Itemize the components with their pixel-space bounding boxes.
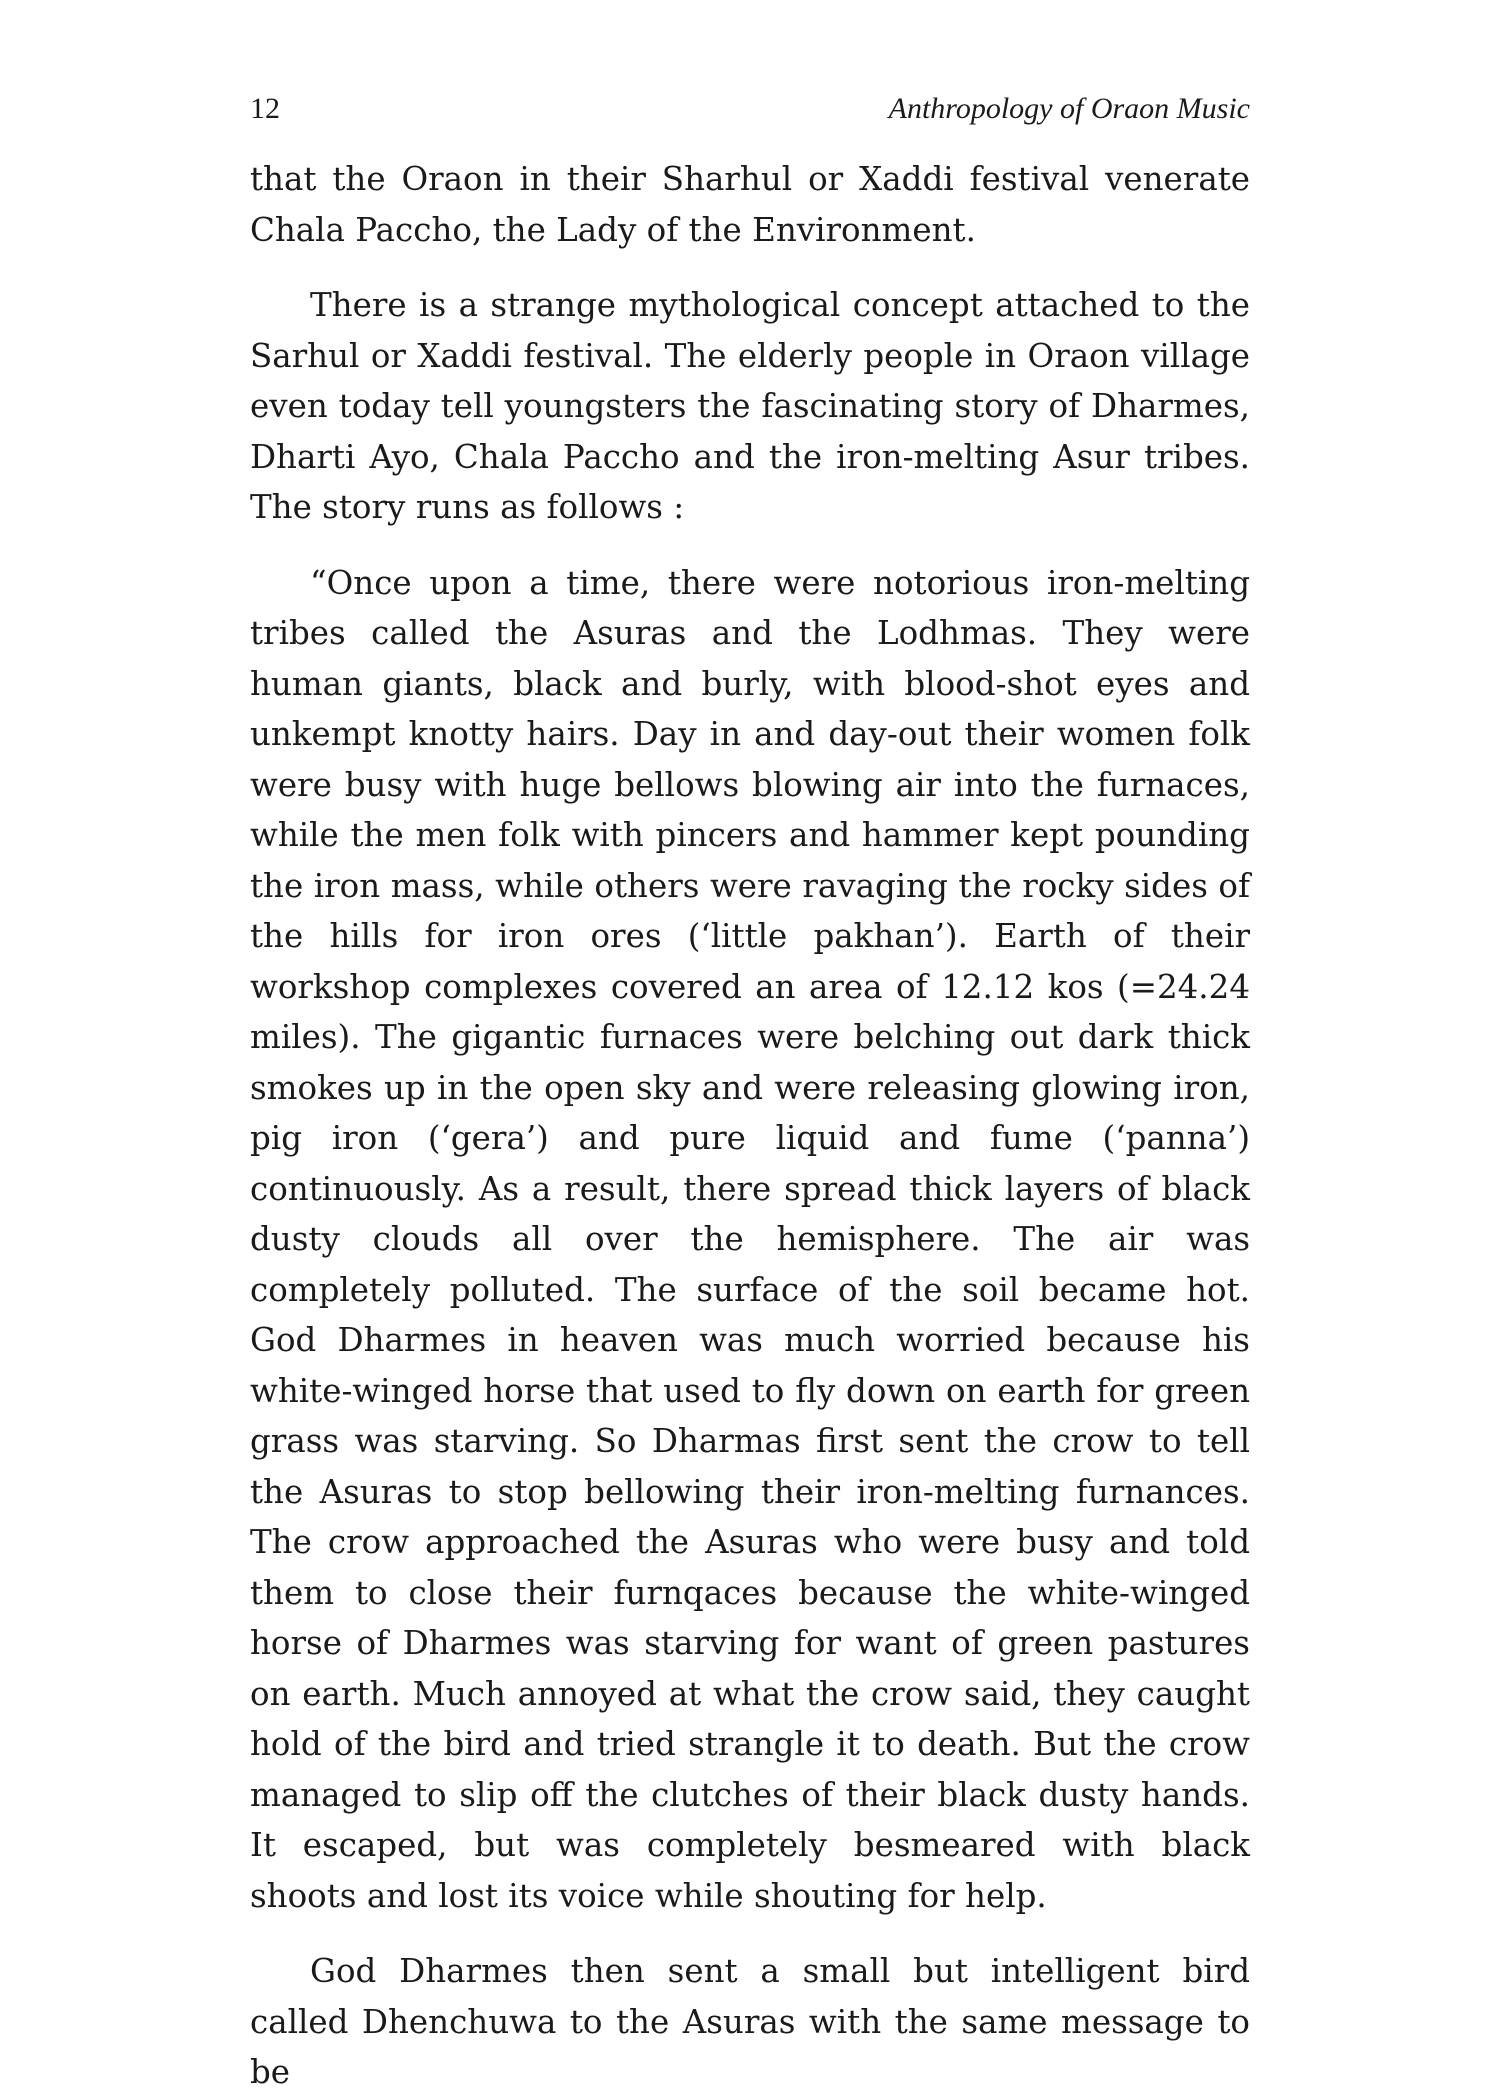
body-text bbox=[250, 154, 1250, 2098]
paragraph-dhenchuwa: God Dharmes then sent a small but intelligent bird called Dhenchuwa to the Asuras with the same message to be bbox=[250, 1952, 1250, 2091]
paragraph-sarhul-myth: There is a strange mythological concept attached to the Sarhul or Xaddi festival. The elderly people in Oraon village even today tell youngsters the fascinating story of Dharmes, Dharti Ayo, Chala Paccho and the iron-melting Asur tribes. The story runs as follows : bbox=[250, 286, 1250, 526]
book-page bbox=[250, 92, 1250, 2098]
page-number: 12 bbox=[250, 92, 280, 125]
paragraph-continuation: that the Oraon in their Sharhul or Xaddi festival venerate Chala Paccho, the Lady of the Environment. bbox=[250, 160, 1250, 249]
paragraph-asura-story: “Once upon a time, there were notorious iron-melting tribes called the Asuras and the Lodhmas. They were human giants, black and burly, with blood-shot eyes and unkempt knotty hairs. Day in and day-out their women folk were busy with huge bellows blowing air into the furnaces, while the men folk with pincers and hammer kept pounding the iron mass, while others were ravaging the rocky sides of the hills for iron ores (‘little pakhan’). Earth of their workshop complexes covered an area of 12.12 kos (=24.24 miles). The gigantic furnaces were belching out dark thick smokes up in the open sky and were releasing glowing iron, pig iron (‘gera’) and pure liquid and fume (‘panna’) continuously. As a result, there spread thick layers of black dusty clouds all over the hemisphere. The air was completely polluted. The surface of the soil became hot. God Dharmes in heaven was much worried because his white-winged horse that used to fly down on earth for green grass was starving. So Dharmas first sent the crow to tell the Asuras to stop bellowing their iron-melting furnances. The crow approached the Asuras who were busy and told them to close their furnqaces because the white-winged horse of Dharmes was starving for want of green pastures on earth. Much annoyed at what the crow said, they caught hold of the bird and tried strangle it to death. But the crow managed to slip off the clutches of their black dusty hands. It escaped, but was completely besmeared with black shoots and lost its voice while shouting for help. bbox=[250, 563, 1250, 1915]
book-title: Anthropology of Oraon Music bbox=[888, 92, 1250, 125]
running-head bbox=[250, 92, 1250, 140]
